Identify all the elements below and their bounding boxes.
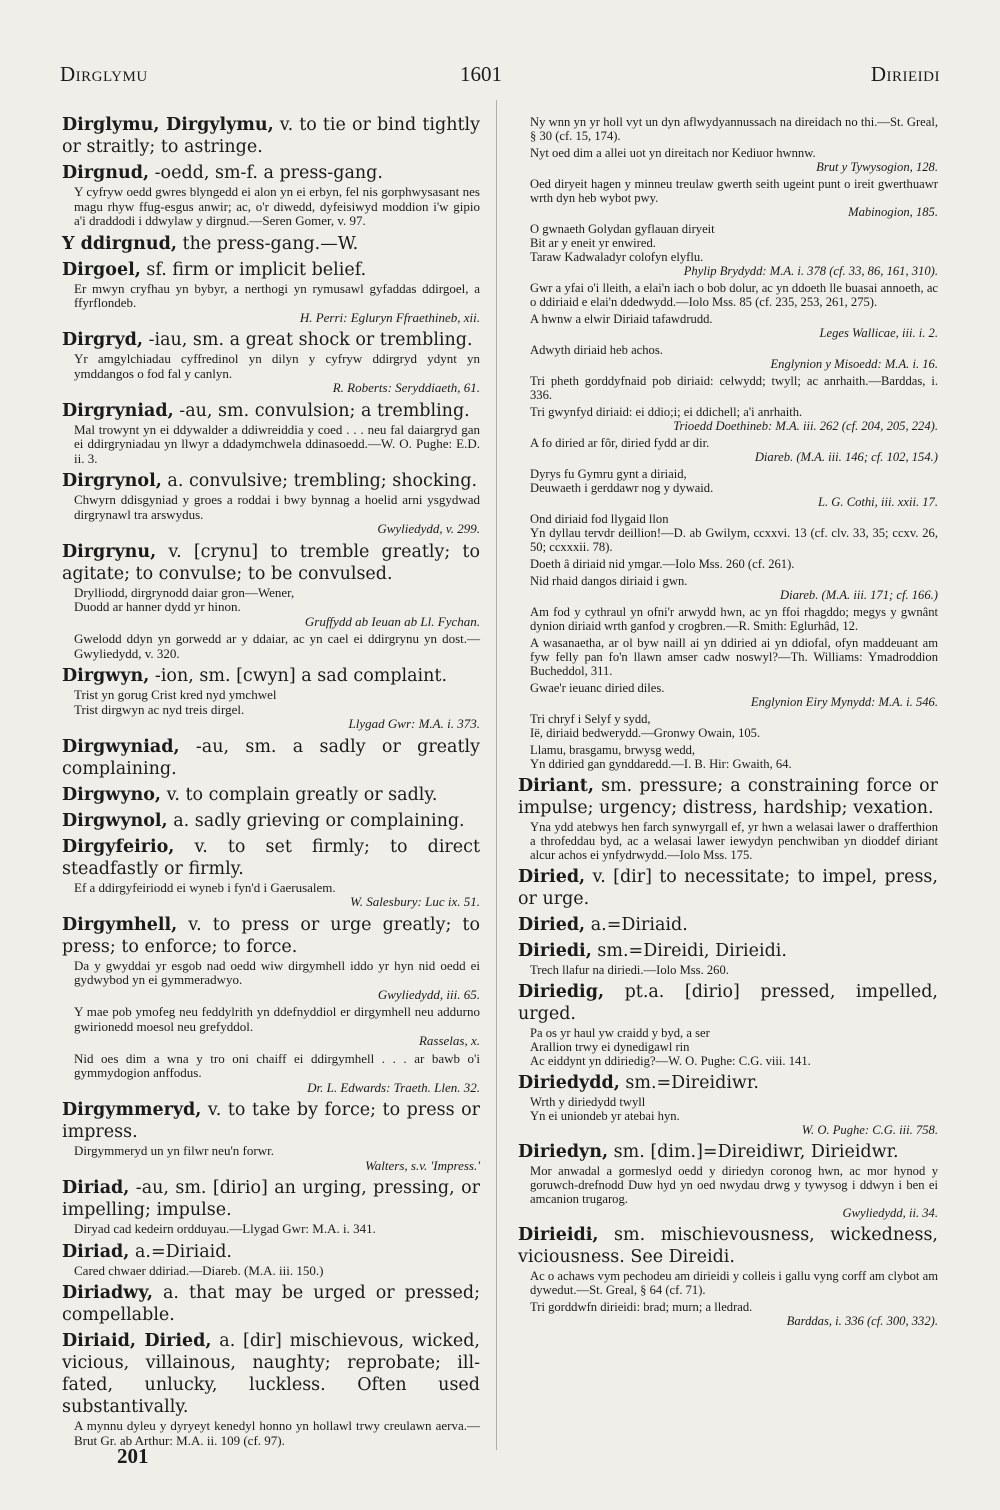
definition: a.=Diriaid. bbox=[590, 915, 688, 935]
headword: Dirgrynu, bbox=[62, 541, 157, 562]
citation bbox=[74, 1144, 480, 1173]
citation-source: R. Roberts: Seryddiaeth, 61. bbox=[332, 380, 480, 395]
entry-heading bbox=[518, 775, 938, 819]
dictionary-entry bbox=[518, 1141, 938, 1220]
entry-heading bbox=[62, 665, 480, 687]
entry-heading bbox=[62, 1241, 480, 1263]
citation bbox=[530, 405, 938, 433]
citation-text: A wasanaetha, ar ol byw naill ai yn ddiried ai yn ddiofal, ofyn maddeuant am fyw felly pan fo'n llawn amser cadw noswyl?—Th. Williams: Ymadroddion Bucheddol, 311. bbox=[530, 636, 938, 678]
citation-text: A fo diried ar fôr, diried fydd ar dir. bbox=[530, 436, 710, 450]
definition: -au, sm. [dirio] an urging, pressing, or impelling; impulse. bbox=[62, 1178, 480, 1220]
left-column bbox=[62, 114, 480, 1452]
citation-text: A mynnu dyleu y dyryeyt kenedyl honno yn hollawl trwy creulawn aerva.—Brut Gr. ab Arthur: M.A. ii. 109 (cf. 97). bbox=[74, 1418, 480, 1448]
headword: Diriedyn, bbox=[518, 1142, 609, 1162]
citation-text: Oed diryeit hagen y minneu treulaw gwerth seith ugeint punt o ireit gwerthuawr wrth dyn heb wybot pwy. bbox=[530, 177, 938, 205]
entry-heading bbox=[62, 233, 480, 255]
dictionary-entry bbox=[62, 470, 480, 537]
headword: Diriaid, Diried, bbox=[62, 1331, 212, 1351]
definition: a. that may be urged or pressed; compellable. bbox=[62, 1283, 480, 1325]
citation bbox=[74, 1264, 480, 1279]
headword: Dirgyfeirio, bbox=[62, 836, 175, 857]
citation-source: W. Salesbury: Luc ix. 51. bbox=[350, 894, 480, 909]
headword: Dirgoel, bbox=[62, 259, 141, 280]
citation-source: Barddas, i. 336 (cf. 300, 332). bbox=[786, 1314, 938, 1328]
headword: Dirgwynol, bbox=[62, 810, 168, 831]
citation bbox=[530, 712, 938, 740]
citation-source: W. O. Pughe: C.G. iii. 758. bbox=[801, 1123, 938, 1137]
entry-heading bbox=[62, 400, 480, 422]
dictionary-entry bbox=[62, 114, 480, 158]
dictionary-entry bbox=[518, 981, 938, 1068]
definition: a.=Diriaid. bbox=[134, 1241, 232, 1262]
citation-source: Dr. L. Edwards: Traeth. Llen. 32. bbox=[307, 1079, 480, 1095]
citation-text: Nid rhaid dangos diriaid i gwn. bbox=[530, 574, 688, 588]
citation bbox=[530, 1095, 938, 1137]
citation-source: Gwyliedydd, iii. 65. bbox=[377, 986, 480, 1002]
signature-mark: 201 bbox=[117, 1444, 149, 1468]
citation-text: A hwnw a elwir Diriaid tafawdrudd. bbox=[530, 312, 713, 326]
definition: v. to set firmly; to direct steadfastly or firmly. bbox=[62, 836, 480, 879]
definition: sf. firm or implicit belief. bbox=[146, 259, 367, 280]
citation-text: Pa os yr haul yw craidd y byd, a ser Arallion trwy ei dynedigawl rin Ac eiddynt yn ddiriedig?—W. O. Pughe: C.G. viii. 141. bbox=[530, 1026, 811, 1068]
citation bbox=[530, 343, 938, 371]
citation-text: Nyt oed dim a allei uot yn direitach nor Kediuor hwnnw. bbox=[530, 146, 816, 160]
headword: Dirglymu, Dirgylymu, bbox=[62, 115, 274, 135]
headword: Diried, bbox=[518, 915, 586, 935]
dictionary-entry bbox=[518, 115, 938, 771]
citation-text: Yr amgylchiadau cyffredinol yn dilyn y cyfryw ddirgryd ydynt yn ymddangos o fod fal y canlyn. bbox=[74, 351, 480, 381]
citation bbox=[74, 423, 480, 467]
right-column bbox=[518, 114, 938, 1332]
dictionary-entry bbox=[518, 866, 938, 910]
entry-heading bbox=[62, 541, 480, 585]
headword: Dirgryd, bbox=[62, 330, 143, 350]
dictionary-entry bbox=[62, 736, 480, 780]
dictionary-entry bbox=[518, 1224, 938, 1328]
citation-text: Am fod y cythraul yn ofni'r arwydd hwn, ac yn ffoi rhagddo; megys y gwnânt dynion diriaid wrth ganfod y crogbren.—R. Smith: Eglurhâd, 12. bbox=[530, 605, 938, 633]
citation-text: Nid oes dim a wna y tro oni chaiff ei ddirgymhell . . . ar bawb o'i gymmydogion anffodus. bbox=[74, 1050, 480, 1080]
dictionary-entry bbox=[62, 1177, 480, 1237]
citation bbox=[530, 820, 938, 862]
entry-heading bbox=[518, 914, 938, 936]
citation-text: Ond diriaid fod llygaid llon Yn dyllau tervdr deillion!—D. ab Gwilym, ccxxvi. 13 (cf. clv. 33, 35; ccxv. 26, 50; ccxxxii. 78). bbox=[530, 512, 938, 554]
running-head-right: Dirieidi bbox=[870, 62, 940, 86]
entry-heading bbox=[62, 162, 480, 184]
definition: a. convulsive; trembling; shocking. bbox=[167, 471, 478, 491]
entry-heading bbox=[62, 114, 480, 158]
citation-text: Gwelodd ddyn yn gorwedd ar y ddaiar, ac yn cael ei ddirgrynu yn dost.—Gwyliedydd, v. 320. bbox=[74, 631, 480, 661]
dictionary-entry bbox=[62, 1330, 480, 1448]
headword: Diriedig, bbox=[518, 982, 605, 1002]
entry-heading bbox=[518, 940, 938, 962]
citation-text: Trech llafur na diriedi.—Iolo Mss. 260. bbox=[530, 963, 729, 977]
entry-heading bbox=[62, 329, 480, 351]
citation bbox=[74, 688, 480, 732]
entry-heading bbox=[518, 981, 938, 1025]
dictionary-entry bbox=[518, 940, 938, 977]
definition: sm.=Direidiwr. bbox=[625, 1073, 759, 1093]
definition: -au, sm. convulsion; a trembling. bbox=[179, 400, 470, 421]
headword: Dirgwyniad, bbox=[62, 736, 180, 757]
definition: -iau, sm. a great shock or trembling. bbox=[148, 330, 473, 350]
citation-text: Dirgymmeryd un yn filwr neu'n forwr. bbox=[74, 1143, 274, 1158]
citation-text: Dyrys fu Gymru gynt a diriaid, Deuwaeth i gerddawr nog y dywaid. bbox=[530, 467, 714, 495]
citation bbox=[530, 467, 938, 509]
citation-text: Tri gwynfyd diriaid: ei ddio;i; ei ddichell; a'i anrhaith. bbox=[530, 405, 803, 419]
citation-text: Mor anwadal a gormeslyd oedd y diriedyn coronog hwn, ac mor hynod y goruwch-drefnodd Duw hyd yn oed nwydau drwg y tywysog i ddwyn i ben ei amcanion trugarog. bbox=[530, 1164, 938, 1206]
citation-text: Y cyfryw oedd gwres blyngedd ei alon yn ei erbyn, fel nis gorphwysasant nes magu rhyw ffug-esgus anwir; ac, o'r diwedd, dyfeisiwyd moddion i'w gipio a'i draddodi i ddwylaw y dirgnud.—Seren Gomer, v. 97. bbox=[74, 184, 480, 228]
citation-source: H. Perri: Egluryn Ffraethineb, xii. bbox=[299, 309, 480, 325]
entry-heading bbox=[62, 810, 480, 832]
page-number: 1601 bbox=[460, 62, 502, 86]
entry-heading bbox=[518, 866, 938, 910]
citation bbox=[530, 436, 938, 464]
citation-text: Y mae pob ymofeg neu feddylrith yn ddefnyddiol er dirgymhell neu addurno gwirionedd moesol neu grefyddol. bbox=[74, 1004, 480, 1034]
headword: Dirgymmeryd, bbox=[62, 1100, 202, 1120]
citation bbox=[530, 146, 938, 174]
citation bbox=[74, 493, 480, 537]
citation bbox=[530, 374, 938, 402]
dictionary-entry bbox=[62, 810, 480, 832]
citation bbox=[74, 959, 480, 1003]
citation bbox=[530, 1026, 938, 1068]
definition: -ion, sm. [cwyn] a sad complaint. bbox=[154, 666, 448, 686]
headword: Dirgnud, bbox=[62, 163, 150, 183]
definition: v. [dir] to necessitate; to impel, press, or urge. bbox=[518, 867, 938, 909]
dictionary-entry bbox=[62, 665, 480, 732]
entry-heading bbox=[518, 1224, 938, 1268]
citation-source: Englynion Eiry Mynydd: M.A. i. 546. bbox=[750, 695, 938, 709]
citation bbox=[74, 185, 480, 229]
dictionary-entry bbox=[62, 400, 480, 467]
citation-source: Diareb. (M.A. iii. 171; cf. 166.) bbox=[780, 588, 938, 602]
column-divider bbox=[496, 100, 497, 1450]
citation-source: Englynion y Misoedd: M.A. i. 16. bbox=[770, 357, 938, 371]
definition: sm. [dim.]=Direidiwr, Dirieidwr. bbox=[613, 1142, 899, 1162]
citation-text: Doeth â diriaid nid ymgar.—Iolo Mss. 260 (cf. 261). bbox=[530, 557, 795, 571]
dictionary-entry bbox=[62, 162, 480, 229]
citation-text: Llamu, brasgamu, brwysg wedd, Yn ddiried gan gynddaredd.—I. B. Hir: Gwaith, 64. bbox=[530, 743, 792, 771]
citation bbox=[530, 312, 938, 340]
headword: Diried, bbox=[518, 867, 586, 887]
citation-source: Gwyliedydd, ii. 34. bbox=[842, 1206, 938, 1220]
dictionary-entry bbox=[62, 836, 480, 910]
headword: Dirieidi, bbox=[518, 1225, 599, 1245]
citation bbox=[530, 177, 938, 219]
citation bbox=[74, 1222, 480, 1237]
citation-source: Walters, s.v. 'Impress.' bbox=[365, 1157, 480, 1173]
citation bbox=[530, 222, 938, 278]
headword: Diriad, bbox=[62, 1241, 130, 1262]
citation-source: Leges Wallicae, iii. i. 2. bbox=[819, 326, 938, 340]
dictionary-entry bbox=[62, 914, 480, 1096]
citation bbox=[530, 557, 938, 571]
citation bbox=[530, 115, 938, 143]
citation bbox=[74, 632, 480, 661]
citation bbox=[530, 512, 938, 554]
entry-heading bbox=[62, 736, 480, 780]
citation bbox=[530, 574, 938, 602]
citation bbox=[74, 586, 480, 630]
citation bbox=[530, 743, 938, 771]
citation bbox=[74, 1005, 480, 1049]
entry-heading bbox=[62, 259, 480, 281]
citation bbox=[74, 282, 480, 326]
headword: Diriadwy, bbox=[62, 1283, 153, 1303]
citation-text: Chwyrn ddisgyniad y groes a roddai i bwy bynnag a hoelid arni ysgydwad dirgrynawl tra arswydus. bbox=[74, 492, 480, 522]
citation bbox=[530, 963, 938, 977]
dictionary-entry bbox=[62, 329, 480, 396]
citation bbox=[530, 605, 938, 633]
citation-text: Da y gwyddai yr esgob nad oedd wiw dirgymhell iddo yr hyn nid oedd ei gydwybod yn ei gymmeradwyo. bbox=[74, 957, 480, 987]
entry-heading bbox=[518, 1141, 938, 1163]
citation-text: Gwr a yfai o'i lleith, a elai'n iach o bob dolur, ac yn ddoeth lle buasai annoeth, ac o ddiriaid e elai'n ddedwydd.—Iolo Mss. 85 (cf. 235, 253, 261, 275). bbox=[530, 281, 938, 309]
citation bbox=[74, 881, 480, 910]
headword: Dirgwyno, bbox=[62, 784, 162, 805]
definition: the press-gang.—W. bbox=[182, 233, 359, 254]
dictionary-entry bbox=[62, 1282, 480, 1326]
citation-text: Ny wnn yn yr holl vyt un dyn aflwydyannussach na direidach no thi.—St. Greal, § 30 (cf. 15, 174). bbox=[530, 115, 938, 143]
definition: sm.=Direidi, Dirieidi. bbox=[597, 941, 787, 961]
citation-source: Diareb. (M.A. iii. 146; cf. 102, 154.) bbox=[754, 450, 938, 464]
citation-text: Tri chryf i Selyf y sydd, Ië, diriaid bedwerydd.—Gronwy Owain, 105. bbox=[530, 712, 761, 740]
citation-text: Mal trowynt yn ei ddywalder a ddiwreiddia y coed . . . neu fal daiargryd gan ei ddirgryniadau yn llwyr a ddadymchwela ddinasoedd.—W. O. Pughe: E.D. ii. 3. bbox=[74, 421, 480, 466]
citation-text: Ac o achaws vym pechodeu am dirieidi y colleis i gallu vyng corff am clybot am dywedut.—St. Greal, § 64 (cf. 71). bbox=[530, 1269, 938, 1297]
headword: Y ddirgnud, bbox=[62, 233, 177, 254]
running-head bbox=[60, 62, 940, 92]
headword: Diriedydd, bbox=[518, 1073, 620, 1093]
entry-heading bbox=[62, 1177, 480, 1221]
citation-text: Tri pheth gorddyfnaid pob diriaid: celwydd; twyll; ac anrhaith.—Barddas, i. 336. bbox=[530, 374, 938, 402]
definition: a. sadly grieving or complaining. bbox=[173, 810, 465, 831]
citation bbox=[74, 352, 480, 396]
definition: v. to press or urge greatly; to press; to enforce; to force. bbox=[62, 914, 480, 957]
entry-heading bbox=[518, 1072, 938, 1094]
citation-source: Rasselas, x. bbox=[418, 1033, 480, 1048]
citation bbox=[74, 1052, 480, 1096]
citation bbox=[530, 636, 938, 678]
entry-heading bbox=[62, 914, 480, 958]
definition: a. [dir] mischievous, wicked, vicious, villainous, naughty; reprobate; ill-fated, unlucky, luckless. Often used substantivally. bbox=[62, 1331, 480, 1417]
definition: -au, sm. a sadly or greatly complaining. bbox=[62, 736, 480, 779]
citation-text: Diryad cad kedeirn ordduyau.—Llygad Gwr: M.A. i. 341. bbox=[74, 1221, 376, 1236]
dictionary-entry bbox=[62, 259, 480, 326]
citation bbox=[530, 281, 938, 309]
headword: Diriedi, bbox=[518, 941, 592, 961]
dictionary-entry bbox=[62, 784, 480, 806]
entry-heading bbox=[62, 1330, 480, 1418]
entry-heading bbox=[62, 784, 480, 806]
entry-heading bbox=[62, 836, 480, 880]
citation-text: O gwnaeth Golydan gyflauan diryeit Bit ar y eneit yr enwired. Taraw Kadwaladyr colofyn elyflu. bbox=[530, 222, 715, 264]
citation-text: Trist yn gorug Crist kred nyd ymchwel Trist dirgwyn ac nyd treis dirgel. bbox=[74, 687, 277, 717]
dictionary-entry bbox=[62, 233, 480, 255]
citation-source: Trioedd Doethineb: M.A. iii. 262 (cf. 204, 205, 224). bbox=[673, 419, 938, 433]
definition: -oedd, sm-f. a press-gang. bbox=[154, 163, 383, 183]
citation-text: Gwae'r ieuanc diried diles. bbox=[530, 681, 665, 695]
headword: Dirgrynol, bbox=[62, 471, 162, 491]
citation-text: Ef a ddirgyfeiriodd ei wyneb i fyn'd i Gaerusalem. bbox=[74, 879, 336, 895]
citation-text: Tri gorddwfn dirieidi: brad; murn; a lledrad. bbox=[530, 1300, 753, 1314]
definition: pt.a. [dirio] pressed, impelled, urged. bbox=[518, 982, 938, 1024]
entry-heading bbox=[62, 470, 480, 492]
citation-text: Er mwyn cryfhau yn bybyr, a nerthogi yn rymusawl gyfaddas ddirgoel, a ffyrflondeb. bbox=[74, 280, 480, 310]
headword: Diriant, bbox=[518, 776, 594, 796]
citation bbox=[530, 1164, 938, 1220]
headword: Dirgwyn, bbox=[62, 666, 150, 686]
running-head-left: Dirglymu bbox=[60, 62, 148, 86]
dictionary-entry bbox=[62, 541, 480, 662]
definition: v. to tie or bind tightly or straitly; to astringe. bbox=[62, 115, 480, 157]
definition: sm. mischievousness, wickedness, viciousness. See Direidi. bbox=[518, 1225, 938, 1267]
citation-source: Phylip Brydydd: M.A. i. 378 (cf. 33, 86, 161, 310). bbox=[683, 264, 938, 278]
citation-source: Llygad Gwr: M.A. i. 373. bbox=[348, 716, 480, 731]
citation bbox=[530, 1269, 938, 1297]
dictionary-entry bbox=[62, 1241, 480, 1279]
citation bbox=[530, 1300, 938, 1328]
citation-source: L. G. Cothi, iii. xxii. 17. bbox=[818, 495, 938, 509]
dictionary-entry bbox=[518, 914, 938, 936]
citation-text: Wrth y diriedydd twyll Yn ei uniondeb yr atebai hyn. bbox=[530, 1095, 680, 1123]
definition: v. [crynu] to tremble greatly; to agitate; to convulse; to be convulsed. bbox=[62, 541, 480, 584]
citation-text: Cared chwaer ddiriad.—Diareb. (M.A. iii. 150.) bbox=[74, 1262, 324, 1278]
entry-heading bbox=[62, 1099, 480, 1143]
citation bbox=[530, 681, 938, 709]
headword: Diriad, bbox=[62, 1178, 130, 1198]
definition: v. to take by force; to press or impress. bbox=[62, 1100, 480, 1142]
headword: Dirgryniad, bbox=[62, 400, 174, 421]
citation-text: Adwyth diriaid heb achos. bbox=[530, 343, 663, 357]
definition: sm. pressure; a constraining force or impulse; urgency; distress, hardship; vexation. bbox=[518, 776, 938, 818]
headword: Dirgymhell, bbox=[62, 914, 178, 935]
citation-source: Gruffydd ab Ieuan ab Ll. Fychan. bbox=[304, 613, 480, 629]
dictionary-entry bbox=[62, 1099, 480, 1173]
citation-text: Drylliodd, dirgrynodd daiar gron—Wener, Duodd ar hanner dydd yr hinon. bbox=[74, 584, 295, 614]
entry-heading bbox=[62, 1282, 480, 1326]
dictionary-entry bbox=[518, 1072, 938, 1137]
citation-source: Gwyliedydd, v. 299. bbox=[377, 521, 480, 536]
citation-text: Yna ydd atebwys hen farch synwyrgall ef, yr hwn a welasai lawer o drafferthion a throfeddau byd, ac a welasai lawer iewydyn penchwiban yn dioddef diriant alcur achos ei ynfydrwydd.—Iolo Mss. 175. bbox=[530, 820, 938, 862]
citation-source: Brut y Tywysogion, 128. bbox=[816, 160, 938, 174]
citation-source: Mabinogion, 185. bbox=[848, 205, 938, 219]
dictionary-entry bbox=[518, 775, 938, 862]
definition: v. to complain greatly or sadly. bbox=[166, 784, 438, 805]
